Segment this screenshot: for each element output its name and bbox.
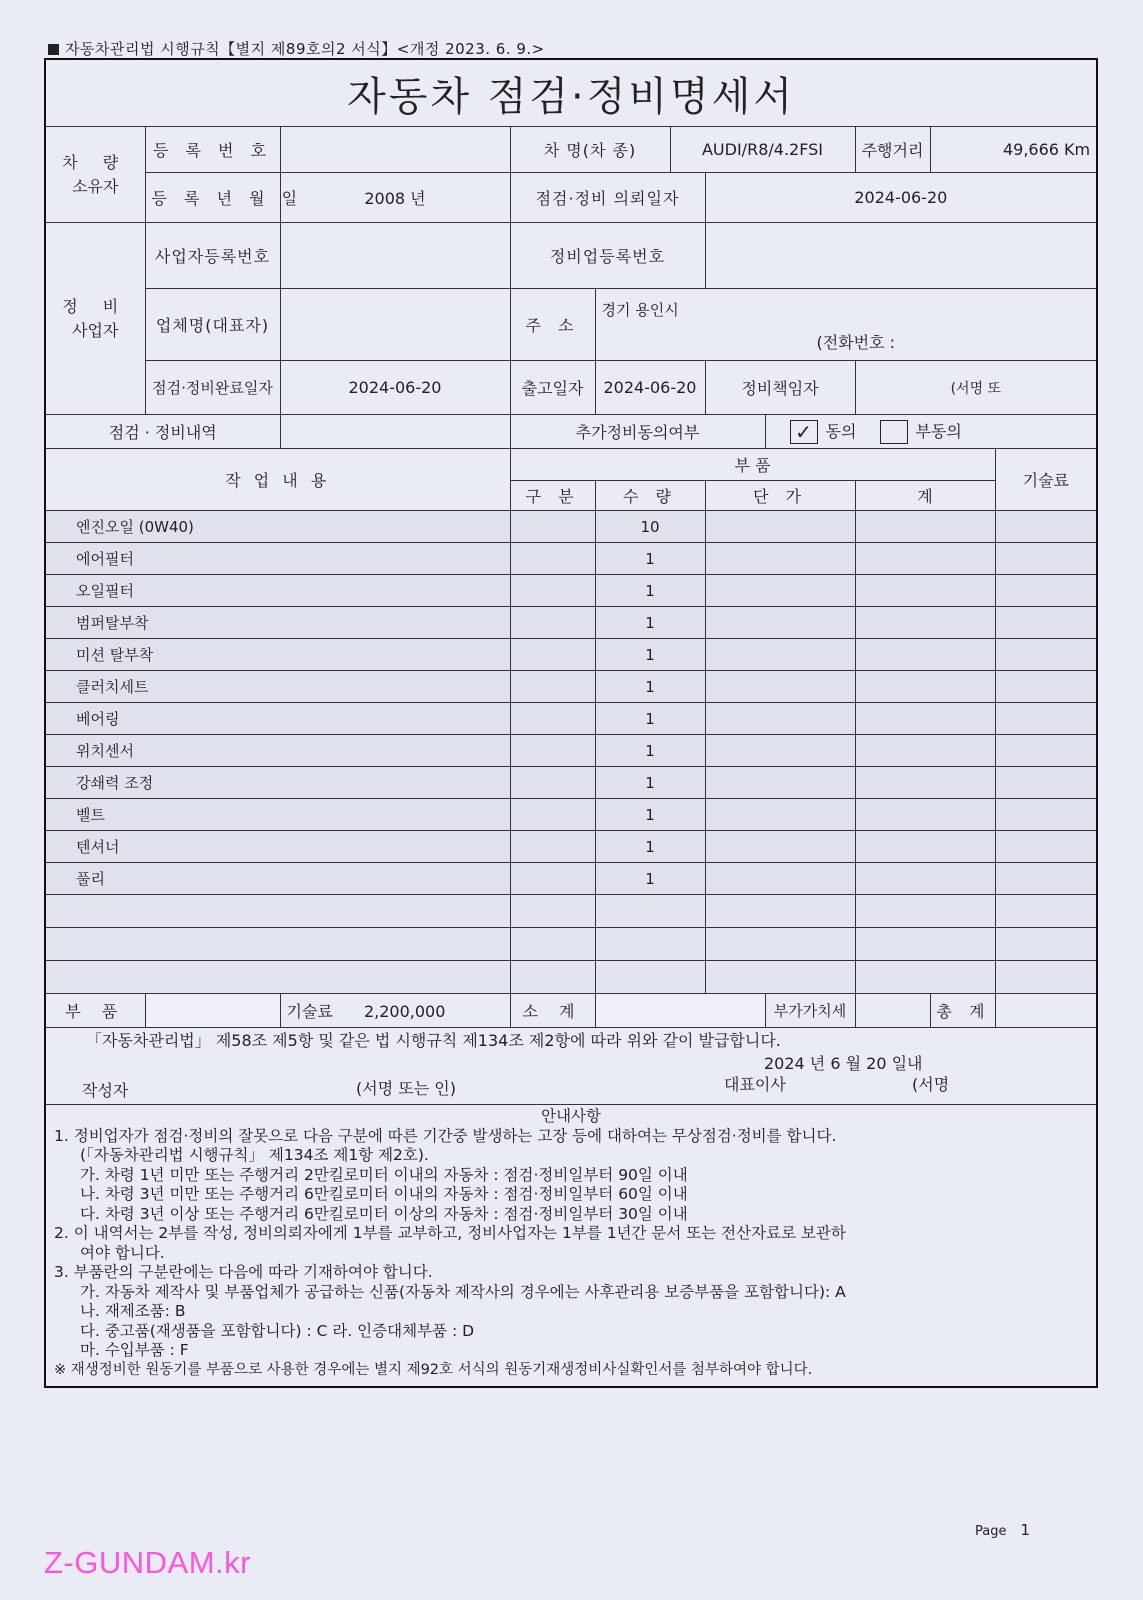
signature-line <box>52 1074 1090 1100</box>
owner-label-line2: 소유자 <box>72 176 119 196</box>
agree-checkbox[interactable]: ✓ <box>790 420 818 444</box>
item-qty: 1 <box>595 863 705 895</box>
table-row <box>45 831 1097 863</box>
item-category <box>510 799 595 831</box>
item-qty: 1 <box>595 735 705 767</box>
page-number: 1 <box>1020 1521 1031 1539</box>
item-category <box>510 863 595 895</box>
issue-date: 2024 년 6 월 20 일내 <box>764 1054 923 1073</box>
inspection-form-table <box>44 58 1098 1388</box>
shop-reg-value <box>705 223 1097 289</box>
item-total <box>855 863 995 895</box>
mileage-label: 주행거리 <box>855 127 930 173</box>
note-line: (「자동차관리법 시행규칙」 제134조 제1항 제2호). <box>80 1146 429 1164</box>
item-total <box>855 831 995 863</box>
item-labor <box>995 607 1097 639</box>
disagree-checkbox[interactable] <box>880 420 908 444</box>
address-label: 주 소 <box>510 289 595 361</box>
item-unit-price <box>705 831 855 863</box>
note-line: 다. 중고품(재생품을 포함합니다) : C 라. 인증대체부품 : D <box>80 1321 475 1340</box>
item-labor <box>995 863 1097 895</box>
request-date-label: 점검·정비 의뢰일자 <box>510 173 705 223</box>
disagree-label: 부동의 <box>915 421 962 441</box>
item-name: 위치센서 <box>45 735 510 767</box>
table-row <box>45 735 1097 767</box>
reg-year-value: 2008 년 <box>280 173 510 223</box>
item-category <box>510 543 595 575</box>
item-name: 베어링 <box>45 703 510 735</box>
item-name: 벨트 <box>45 799 510 831</box>
phone-label: (전화번호 : <box>816 333 896 352</box>
item-unit-price <box>705 735 855 767</box>
item-labor <box>995 703 1097 735</box>
table-row <box>45 671 1097 703</box>
biz-reg-value <box>280 223 510 289</box>
empty-row <box>45 895 1097 928</box>
category-header: 구 분 <box>510 481 595 511</box>
form-reference-text: 자동차관리법 시행규칙【별지 제89호의2 서식】<개정 2023. 6. 9.> <box>65 40 545 58</box>
item-category <box>510 607 595 639</box>
completion-date: 2024-06-20 <box>280 361 510 415</box>
item-category <box>510 511 595 543</box>
item-total <box>855 703 995 735</box>
item-labor <box>995 799 1097 831</box>
note-line: 가. 자동차 제작사 및 부품업체가 공급하는 신품(자동차 제작사의 경우에는 사후관리용 보증부품을 포함합니다): A <box>80 1282 846 1301</box>
item-category <box>510 671 595 703</box>
note-line: 마. 수입부품 : F <box>80 1341 189 1359</box>
item-total <box>855 639 995 671</box>
form-title: 자동차 점검·정비명세서 <box>45 59 1097 127</box>
item-category <box>510 831 595 863</box>
item-name: 강쇄력 조정 <box>45 767 510 799</box>
vat-label: 부가가치세 <box>765 994 855 1028</box>
table-row <box>45 863 1097 895</box>
item-qty: 1 <box>595 575 705 607</box>
item-name: 오일필터 <box>45 575 510 607</box>
item-name: 엔진오일 (0W40) <box>45 511 510 543</box>
item-labor <box>995 575 1097 607</box>
parts-column-header: 부 품 <box>510 449 995 481</box>
author-sign-label: (서명 또는 인) <box>356 1079 456 1098</box>
labor-column-header: 기술료 <box>995 449 1097 511</box>
extra-consent-label: 추가정비동의여부 <box>510 415 765 449</box>
item-unit-price <box>705 639 855 671</box>
labor-sum-label: 기술료 <box>286 1002 333 1021</box>
parts-sum-value <box>145 994 280 1028</box>
item-unit-price <box>705 767 855 799</box>
item-unit-price <box>705 607 855 639</box>
release-date: 2024-06-20 <box>595 361 705 415</box>
labor-sum-value: 2,200,000 <box>363 1002 446 1021</box>
item-qty: 1 <box>595 767 705 799</box>
shop-label-line2: 사업자 <box>72 320 119 340</box>
watermark: Z-GUNDAM.kr <box>44 1545 251 1580</box>
shop-label-line1: 정 비 <box>62 296 129 316</box>
item-unit-price <box>705 703 855 735</box>
note-line: 나. 재제조품: B <box>80 1302 186 1320</box>
request-date-value: 2024-06-20 <box>705 173 1097 223</box>
item-total <box>855 735 995 767</box>
item-labor <box>995 831 1097 863</box>
page-label: Page <box>975 1524 1007 1539</box>
item-qty: 1 <box>595 543 705 575</box>
item-category <box>510 575 595 607</box>
item-labor <box>995 511 1097 543</box>
shop-reg-label: 정비업등록번호 <box>510 223 705 289</box>
empty-row <box>45 961 1097 994</box>
owner-section-label <box>45 127 145 223</box>
note-line: 2. 이 내역서는 2부를 작성, 정비의뢰자에게 1부를 교부하고, 정비사업자는 1부를 1년간 문서 또는 전산자료로 보관하 <box>54 1224 846 1242</box>
item-category <box>510 639 595 671</box>
item-qty: 1 <box>595 831 705 863</box>
ceo-label: 대표이사 <box>724 1075 786 1094</box>
item-total <box>855 543 995 575</box>
item-qty: 1 <box>595 799 705 831</box>
notes-section <box>45 1105 1097 1388</box>
grand-total-value <box>995 994 1097 1028</box>
item-total <box>855 607 995 639</box>
table-row <box>45 639 1097 671</box>
note-line: 3. 부품란의 구분란에는 다음에 따라 기재하여야 합니다. <box>54 1263 433 1281</box>
table-row <box>45 575 1097 607</box>
reg-number-label: 등 록 번 호 <box>145 127 280 173</box>
item-category <box>510 767 595 799</box>
item-qty: 1 <box>595 607 705 639</box>
page-indicator <box>975 1521 1030 1539</box>
note-line: 다. 차령 3년 이상 또는 주행거리 6만킬로미터 이상의 자동차 : 점검·정비일부터 30일 이내 <box>80 1204 688 1223</box>
address-value-cell <box>595 289 1097 361</box>
note-line: 여야 합니다. <box>80 1243 165 1262</box>
details-label: 점검 · 정비내역 <box>45 415 280 449</box>
item-qty: 1 <box>595 639 705 671</box>
item-name: 범퍼탈부착 <box>45 607 510 639</box>
table-row <box>45 607 1097 639</box>
item-category <box>510 735 595 767</box>
subtotal-label: 소 계 <box>510 994 595 1028</box>
item-category <box>510 703 595 735</box>
item-name: 클러치세트 <box>45 671 510 703</box>
item-labor <box>995 543 1097 575</box>
item-labor <box>995 639 1097 671</box>
notes-title: 안내사항 <box>541 1107 602 1125</box>
grand-total-label: 총 계 <box>930 994 995 1028</box>
release-label: 출고일자 <box>510 361 595 415</box>
item-unit-price <box>705 543 855 575</box>
item-name: 텐셔너 <box>45 831 510 863</box>
car-name-value: AUDI/R8/4.2FSI <box>670 127 855 173</box>
table-row <box>45 703 1097 735</box>
item-total <box>855 799 995 831</box>
labor-sum-cell <box>280 994 510 1028</box>
author-label: 작성자 <box>82 1081 129 1100</box>
reg-year-label: 등 록 년 월 일 <box>145 173 280 223</box>
address-value: 경기 용인시 <box>601 301 679 319</box>
issuance-statement <box>45 1028 1097 1105</box>
table-row <box>45 799 1097 831</box>
mileage-value: 49,666 Km <box>930 127 1097 173</box>
note-line: 1. 정비업자가 점검·정비의 잘못으로 다음 구분에 따른 기간중 발생하는 고장 등에 대하여는 무상점검·정비를 합니다. <box>54 1126 837 1145</box>
company-label: 업체명(대표자) <box>145 289 280 361</box>
consent-options <box>765 415 1097 449</box>
item-unit-price <box>705 511 855 543</box>
square-bullet-icon <box>48 44 59 55</box>
item-total <box>855 511 995 543</box>
item-total <box>855 575 995 607</box>
work-column-header: 작 업 내 용 <box>45 449 510 511</box>
item-unit-price <box>705 799 855 831</box>
quantity-header: 수 량 <box>595 481 705 511</box>
item-total <box>855 671 995 703</box>
item-qty: 1 <box>595 671 705 703</box>
total-header: 계 <box>855 481 995 511</box>
item-name: 미션 탈부착 <box>45 639 510 671</box>
table-row <box>45 543 1097 575</box>
item-unit-price <box>705 575 855 607</box>
note-line: 나. 차령 3년 미만 또는 주행거리 6만킬로미터 이내의 자동차 : 점검·정비일부터 60일 이내 <box>80 1185 688 1203</box>
owner-label-line1: 차 량 <box>62 152 129 172</box>
manager-sign: (서명 또 <box>855 361 1097 415</box>
subtotal-value <box>595 994 765 1028</box>
item-labor <box>995 671 1097 703</box>
empty-row <box>45 928 1097 961</box>
table-row <box>45 767 1097 799</box>
shop-section-label <box>45 223 145 415</box>
company-value <box>280 289 510 361</box>
biz-reg-label: 사업자등록번호 <box>145 223 280 289</box>
note-line: ※ 재생정비한 원동기를 부품으로 사용한 경우에는 별지 제92호 서식의 원동기재생정비사실확인서를 첨부하여야 합니다. <box>54 1361 813 1378</box>
statement-text: 「자동차관리법」 제58조 제5항 및 같은 법 시행규칙 제134조 제2항에 따라 위와 같이 발급합니다. <box>86 1031 781 1050</box>
form-reference <box>48 38 545 59</box>
completion-label: 점검·정비완료일자 <box>145 361 280 415</box>
note-line: 가. 차령 1년 미만 또는 주행거리 2만킬로미터 이내의 자동차 : 점검·정비일부터 90일 이내 <box>80 1165 688 1184</box>
item-labor <box>995 767 1097 799</box>
item-name: 에어필터 <box>45 543 510 575</box>
item-qty: 1 <box>595 703 705 735</box>
manager-label: 정비책임자 <box>705 361 855 415</box>
table-row <box>45 511 1097 543</box>
car-name-label: 차 명(차 종) <box>510 127 670 173</box>
item-unit-price <box>705 863 855 895</box>
reg-number-value <box>280 127 510 173</box>
item-labor <box>995 735 1097 767</box>
vat-value <box>855 994 930 1028</box>
parts-sum-label: 부 품 <box>45 994 145 1028</box>
unit-price-header: 단 가 <box>705 481 855 511</box>
item-qty: 10 <box>595 511 705 543</box>
item-total <box>855 767 995 799</box>
agree-label: 동의 <box>825 421 857 441</box>
ceo-sign: (서명 <box>912 1075 950 1094</box>
item-name: 풀리 <box>45 863 510 895</box>
details-value <box>280 415 510 449</box>
item-unit-price <box>705 671 855 703</box>
